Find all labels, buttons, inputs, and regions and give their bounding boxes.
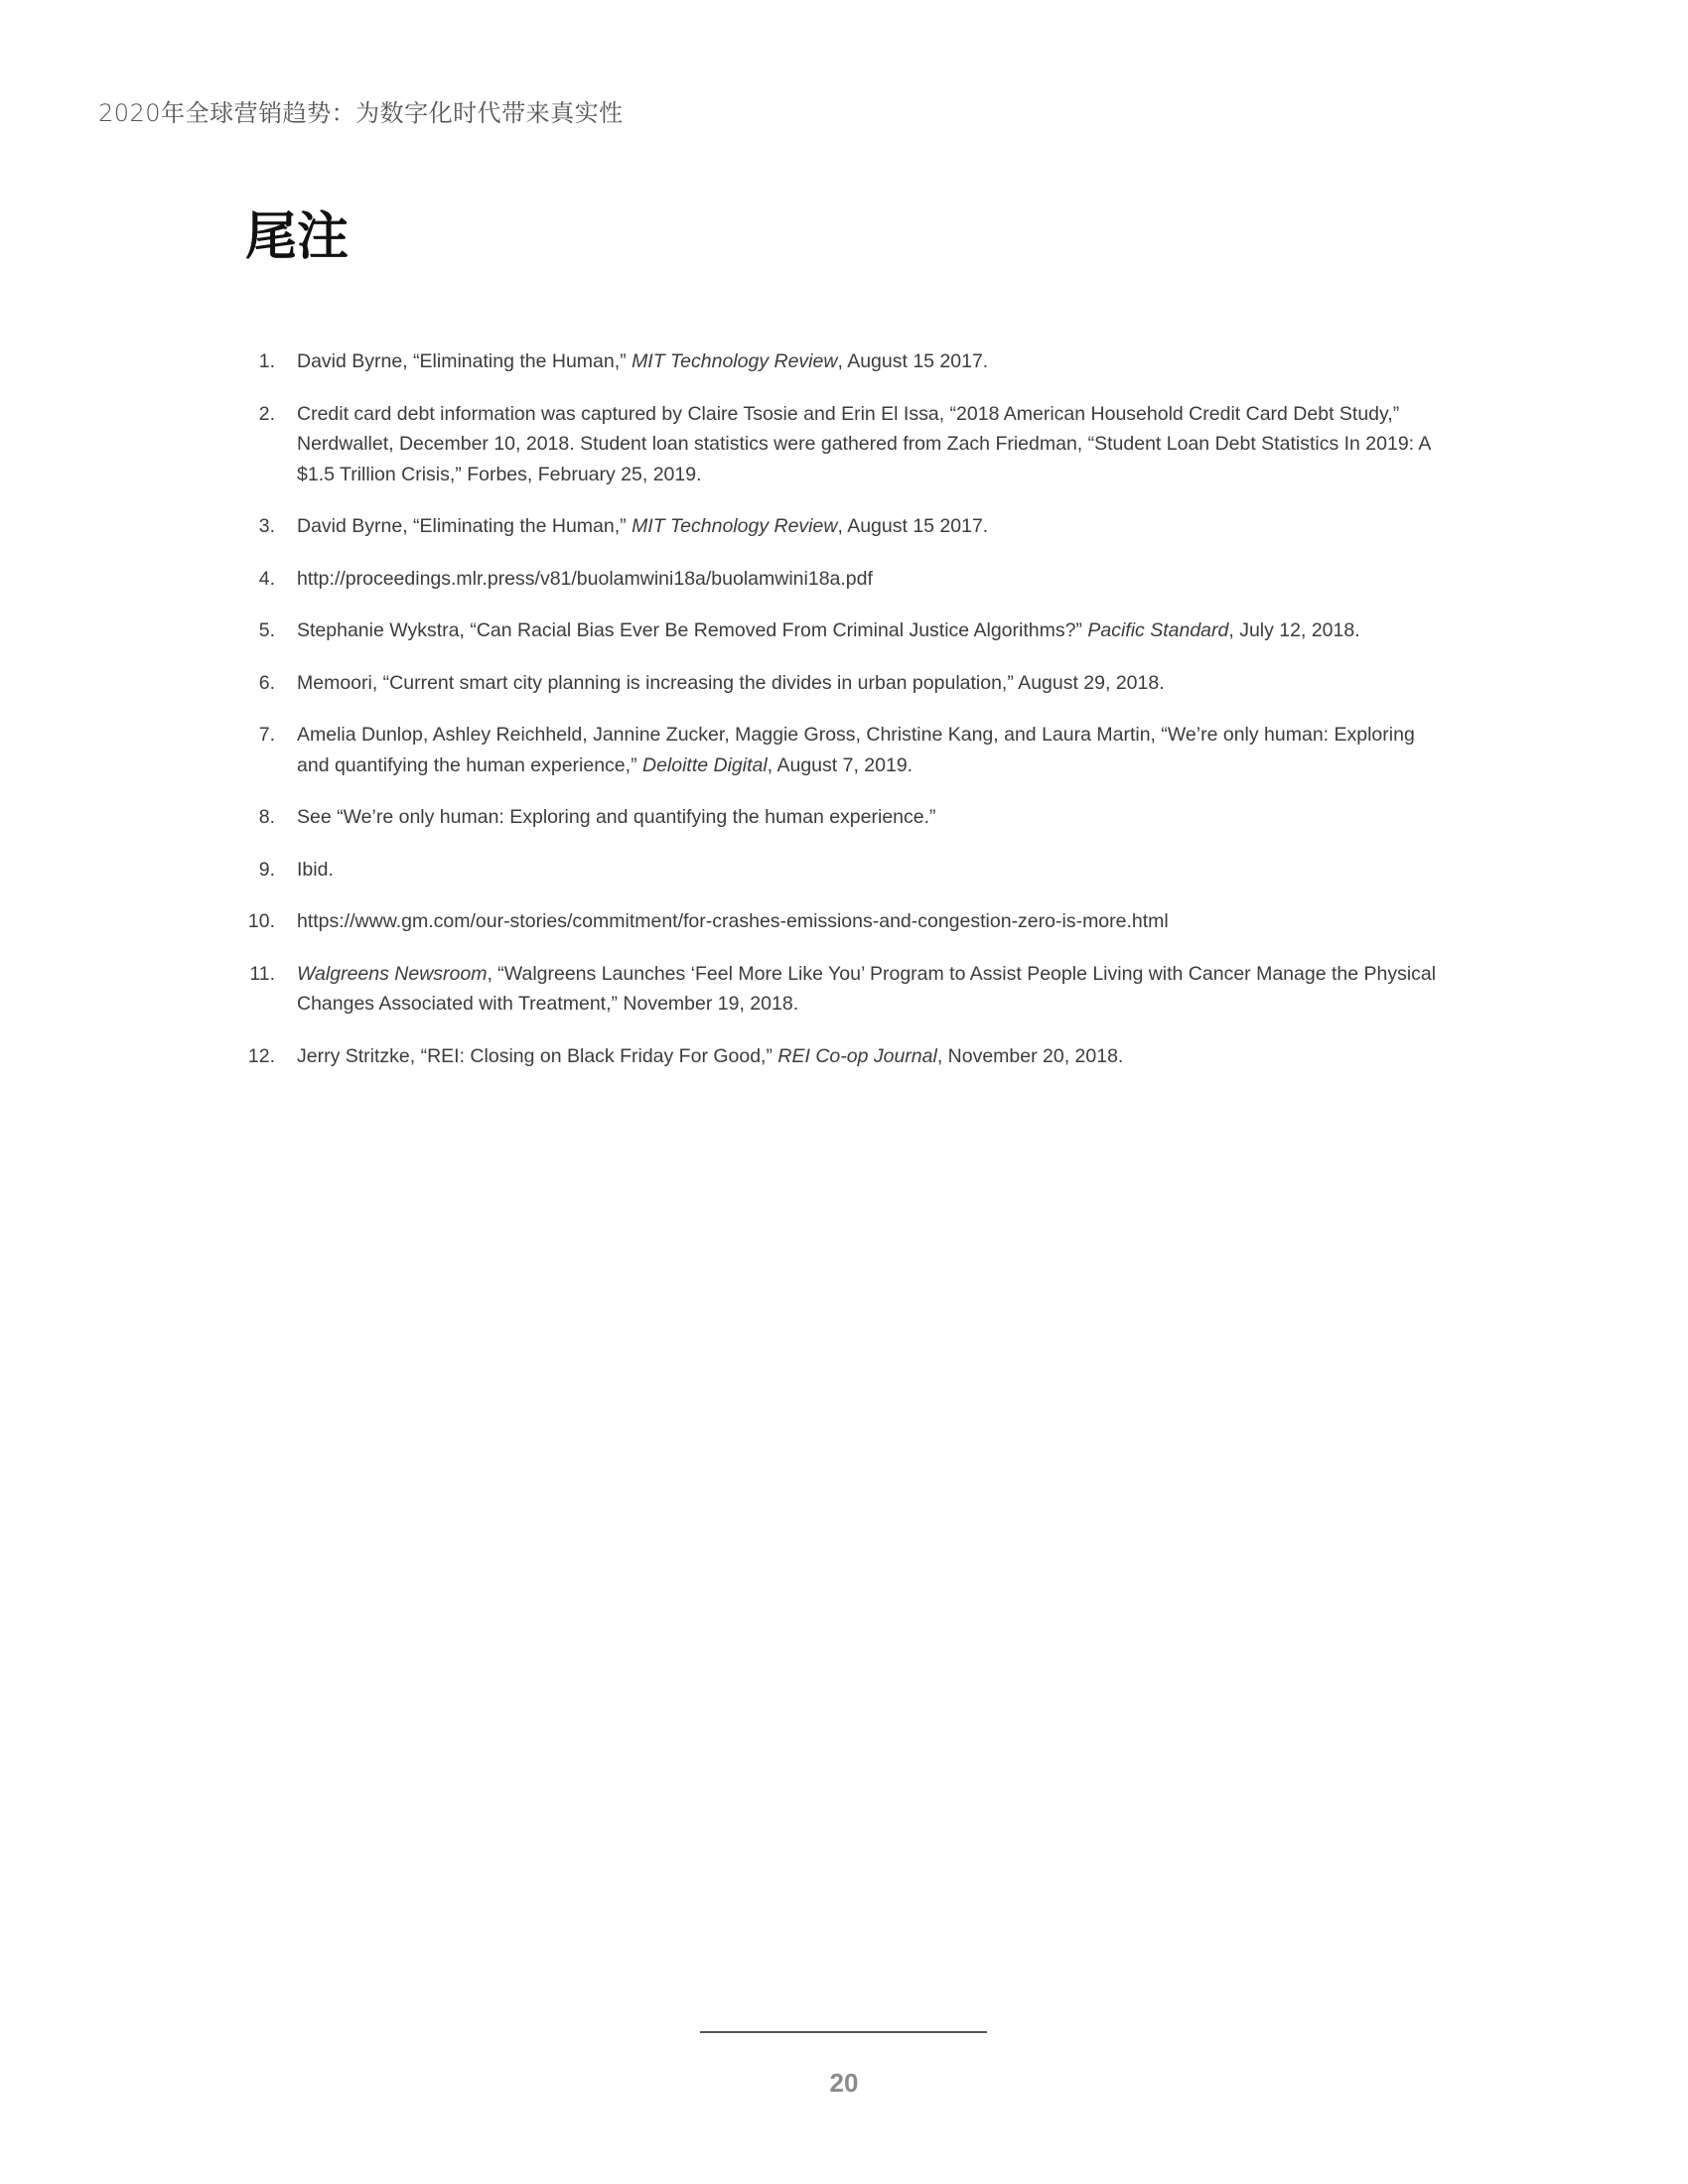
endnote-number: 7. [258,724,275,746]
endnote-link[interactable]: http://proceedings.mlr.press/v81/buolamwini18a/buolamwini18a.pdf [297,567,873,590]
endnote-item [245,855,1437,886]
endnote-text: David Byrne, “Eliminating the Human,” MIT Technology Review, August 15 2017. [297,515,989,537]
footer-divider [700,2031,987,2033]
endnote-item [245,668,1437,699]
endnote-number: 6. [258,671,275,694]
endnote-text: See “We’re only human: Exploring and quantifying the human experience.” [297,806,936,828]
page-title: 尾注 [245,207,350,267]
endnote-item [245,1041,1437,1072]
endnote-item [245,564,1437,595]
endnote-text: David Byrne, “Eliminating the Human,” MIT Technology Review, August 15 2017. [297,350,989,372]
endnote-item [245,720,1437,780]
endnote-number: 4. [258,567,275,590]
page-number: 20 [829,2068,859,2098]
endnote-item [245,802,1437,833]
endnote-number: 1. [258,350,275,372]
endnote-number: 12. [247,1044,275,1067]
endnote-number: 11. [249,962,275,985]
endnote-text: Amelia Dunlop, Ashley Reichheld, Jannine Zucker, Maggie Gross, Christine Kang, and Laura Martin, “We’re only human: Exploring and quantifying the human experience,” Deloitte Digital, August 7, 2019. [297,724,1415,776]
endnote-text: Memoori, “Current smart city planning is increasing the divides in urban population,” August 29, 2018. [297,671,1165,694]
endnote-item [245,511,1437,542]
endnote-item [245,615,1437,646]
endnote-item [245,346,1437,377]
endnote-number: 2. [258,402,275,425]
endnote-text: Stephanie Wykstra, “Can Racial Bias Ever Be Removed From Criminal Justice Algorithms?” Pacific Standard, July 12, 2018. [297,619,1360,641]
endnote-item [245,959,1437,1020]
endnote-text: Walgreens Newsroom, “Walgreens Launches ‘Feel More Like You’ Program to Assist People Living with Cancer Manage the Physical Changes Associated with Treatment,” November 19, 2018. [297,962,1437,1015]
endnote-number: 9. [258,858,275,881]
endnote-number: 8. [258,806,275,828]
endnote-item [245,906,1437,937]
running-header: 2020年全球营销趋势：为数字化时代带来真实性 [98,99,624,127]
endnote-number: 3. [258,515,275,537]
endnote-item [245,399,1437,490]
endnote-number: 10. [247,910,275,932]
endnote-link[interactable]: https://www.gm.com/our-stories/commitment/for-crashes-emissions-and-congestion-zero-is-more.html [297,910,1169,932]
endnote-number: 5. [258,619,275,641]
endnote-text: Credit card debt information was captured by Claire Tsosie and Erin El Issa, “2018 American Household Credit Card Debt Study,” Nerdwallet, December 10, 2018. Student loan statistics were gathered from Zach Friedman, “Student Loan Debt Statistics In 2019: A $1.5 Trillion Crisis,” Forbes, February 25, 2019. [297,402,1431,485]
endnotes-list [245,346,1437,1093]
endnote-text: Jerry Stritzke, “REI: Closing on Black Friday For Good,” REI Co-op Journal, November 20, 2018. [297,1044,1124,1067]
endnote-text: Ibid. [297,858,334,881]
